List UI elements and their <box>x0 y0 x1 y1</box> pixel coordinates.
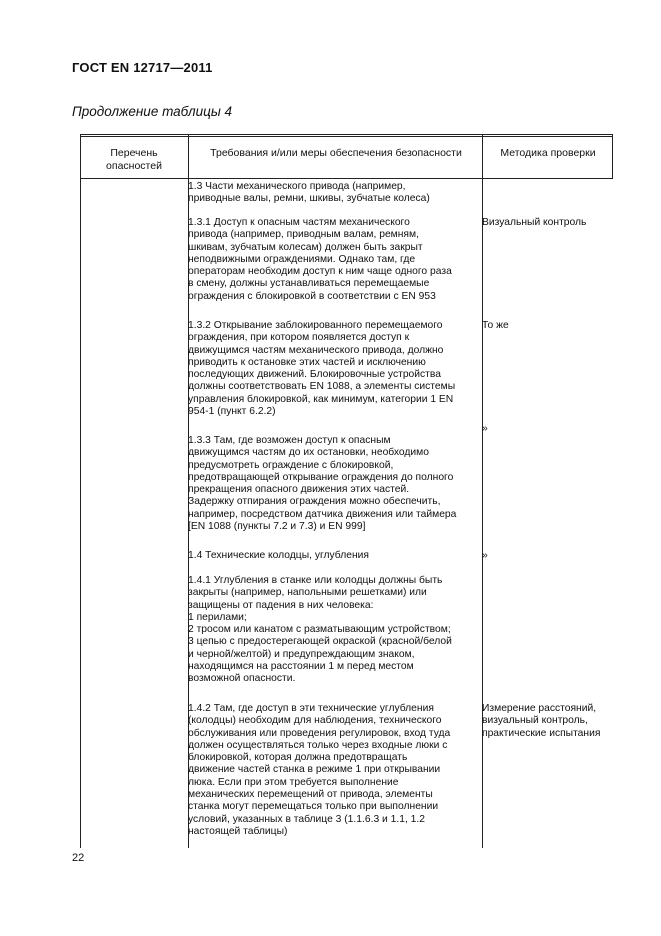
requirement-1-3: 1.3 Части механического привода (например, приводные валы, ремни, шкивы, зубчатые колеса) <box>188 181 430 205</box>
page-number: 22 <box>72 852 85 864</box>
method-1-4: » <box>482 550 488 561</box>
table-right-border <box>612 134 613 178</box>
table-top-border <box>80 134 613 135</box>
requirements-table <box>80 134 612 848</box>
column-header-hazards: Перечень опасностей <box>106 147 162 172</box>
requirement-1-4: 1.4 Технические колодцы, углубления <box>188 550 369 561</box>
table-header-divider <box>80 178 613 179</box>
table-left-border <box>80 134 81 848</box>
method-1-3-3: » <box>482 423 488 434</box>
document-code: ГОСТ EN 12717—2011 <box>72 60 213 75</box>
method-1-3-2: То же <box>482 320 509 331</box>
column-header-method: Методика проверки <box>500 147 596 159</box>
table-top-border-inner <box>80 136 613 137</box>
column-header-requirements: Требования и/или меры обеспечения безопасности <box>210 147 462 159</box>
method-1-4-2: Измерение расстояний, визуальный контроль, практические испытания <box>482 703 601 739</box>
table-continuation-caption: Продолжение таблицы 4 <box>72 104 233 119</box>
requirement-1-4-1: 1.4.1 Углубления в станке или колодцы должны быть закрыты (например, напольными решетками) или защищены от падения в них человека: 1 перилами; 2 тросом или канатом с разматывающим устройством; 3 цепью с предостерегающей окраской (красной/белой и черной/желтой) и предупреждающим знаком, находящимся на расстоянии 1 м перед местом возможной опасности. <box>188 575 452 685</box>
requirement-1-4-2: 1.4.2 Там, где доступ в эти технические углубления (колодцы) необходим для наблюдения, технического обслуживания или проведения регулировок, вход туда должен осуществляться только через входные люки с блокировкой, которая должна предотвращать движение частей станка в режиме 1 при открывании люка. Если при этом требуется выполнение механических перемещений от привода, элементы станка могут перемещаться только при выполнении условий, указанных в таблице 3 (1.1.6.3 и 1.1, 1.2 настоящей таблицы) <box>188 703 451 837</box>
requirement-1-3-3: 1.3.3 Там, где возможен доступ к опасным движущимся частям до их остановки, необходимо предусмотреть ограждение с блокировкой, предотвращающей открывание ограждения до полного прекращения опасного движения этих частей. Задержку отпирания ограждения можно обеспечить, например, посредством датчика движения или таймера [EN 1088 (пункты 7.2 и 7.3) и EN 999] <box>188 435 457 533</box>
method-1-3-1: Визуальный контроль <box>482 217 587 228</box>
requirement-1-3-1: 1.3.1 Доступ к опасным частям механического привода (например, приводным валам, ремням, шкивам, зубчатым колесам) должен быть закрыт неподвижными ограждениями. Однако там, где операторам необходим доступ к ним чаще одного раза в смену, должны устанавливаться перемещаемые ограждения с блокировкой в соответствии с EN 953 <box>188 217 452 302</box>
requirement-1-3-2: 1.3.2 Открывание заблокированного перемещаемого ограждения, при котором появляется доступ к движущимся частям механического привода, должно приводить к остановке этих частей и исключению последующих движений. Блокировочные устройства должны соответствовать EN 1088, а элементы системы управления блокировкой, как минимум, категории 1 EN 954-1 (пункт 6.2.2) <box>188 320 456 418</box>
